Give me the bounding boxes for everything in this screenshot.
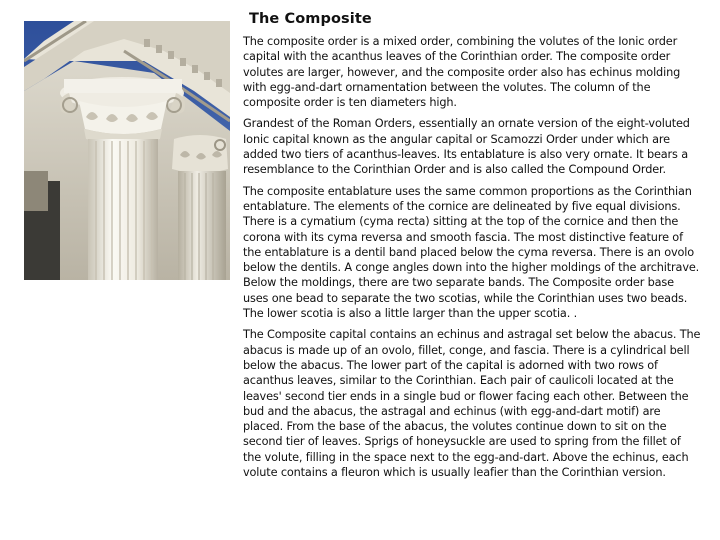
- composite-columns-photo: [24, 21, 230, 280]
- paragraph-1: The composite order is a mixed order, combining the volutes of the Ionic order capital with the acanthus leaves of the Corinthian order. The composite order volutes are larger, however, and the composite order also has echinus molding with egg-and-dart ornamentation between the volutes. The column of the composite order is ten diameters high.: [243, 35, 681, 110]
- paragraph-2: Grandest of the Roman Orders, essentially an ornate version of the eight-voluted Ionic capital known as the angular capital or Scamozzi Order under which are added two tiers of acanthus-leaves. Its entablature is also very ornate. It bears a resemblance to the Corinthian Order and is also called the Compound Order.: [243, 117, 690, 177]
- paragraph-4: The Composite capital contains an echinus and astragal set below the abacus. The abacus is made up of an ovolo, fillet, conge, and fascia. There is a cylindrical bell below the abacus. The lower part of the capital is adorned with two rows of acanthus leaves, similar to the Corinthian. Each pair of caulicoli located at the leaves' second tier ends in a single bud or flower facing each other. Between the bud and the abacus, the astragal and echinus (with egg-and-dart motif) are placed. From the base of the abacus, the volutes continue down to sit on the second tier of leaves. Sprigs of honeysuckle are used to spring from the fillet of the volute, filling in the space next to the egg-and-dart. Above the echinus, each volute contains a fleuron which is usually leafier than the Corinthian version.: [243, 328, 701, 480]
- paragraph-3: The composite entablature uses the same common proportions as the Corinthian entablature. The elements of the cornice are delineated by five equal divisions. There is a cymatium (cyma recta) sitting at the top of the cornice and then the corona with its cyma reversa and smooth fascia. The most distinctive feature of the entablature is a dentil band placed below the cyma reversa. There is an ovolo below the dentils. A conge angles down into the higher moldings of the architrave. Below the moldings, there are two separate bands. The Composite order base uses one bead to separate the two scotias, while the Corinthian uses two beads. The lower scotia is also a little larger than the upper scotia. .: [243, 184, 700, 321]
- slide-body: [243, 34, 701, 486]
- slide-title: The Composite: [249, 11, 372, 27]
